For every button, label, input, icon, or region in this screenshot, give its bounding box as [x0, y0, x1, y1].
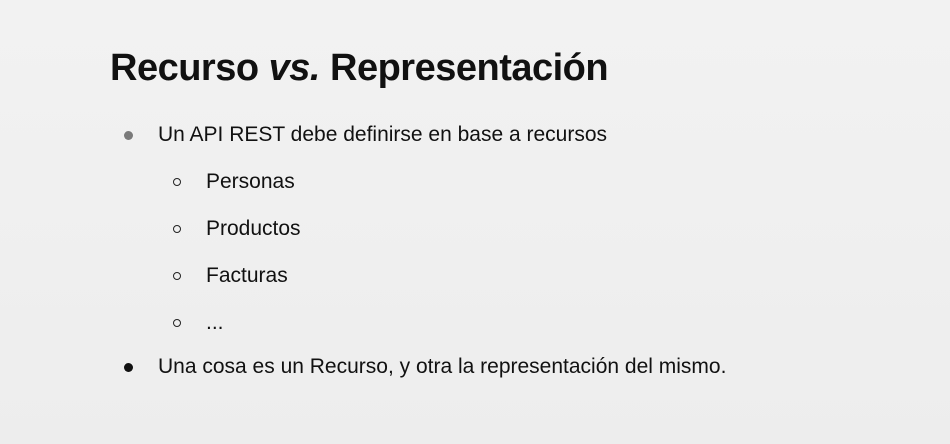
bullet-text: Un API REST debe definirse en base a recursos: [158, 123, 608, 146]
sub-item-text: Personas: [206, 170, 295, 193]
title-recurso: Recurso: [110, 47, 259, 89]
bullet-circle-icon: [173, 272, 181, 280]
bullet-circle-icon: [173, 225, 181, 233]
sub-list-item: [206, 262, 288, 290]
title-representacion: Representación: [330, 47, 609, 89]
sub-list-item: [206, 309, 224, 337]
title-vs: vs.: [268, 47, 320, 89]
sub-item-text: Productos: [206, 217, 301, 240]
bullet-disc-icon: [124, 131, 133, 140]
sub-list-item: [206, 215, 301, 243]
slide-title: [110, 44, 608, 92]
list-item: [158, 121, 607, 149]
bullet-circle-icon: [173, 178, 181, 186]
bullet-text: Una cosa es un Recurso, y otra la representación del mismo.: [158, 355, 727, 378]
sub-item-text: ...: [206, 311, 224, 334]
sub-list-item: [206, 168, 295, 196]
bullet-circle-icon: [173, 319, 181, 327]
list-item: [158, 353, 726, 381]
sub-item-text: Facturas: [206, 264, 288, 287]
bullet-disc-icon: [124, 363, 133, 372]
